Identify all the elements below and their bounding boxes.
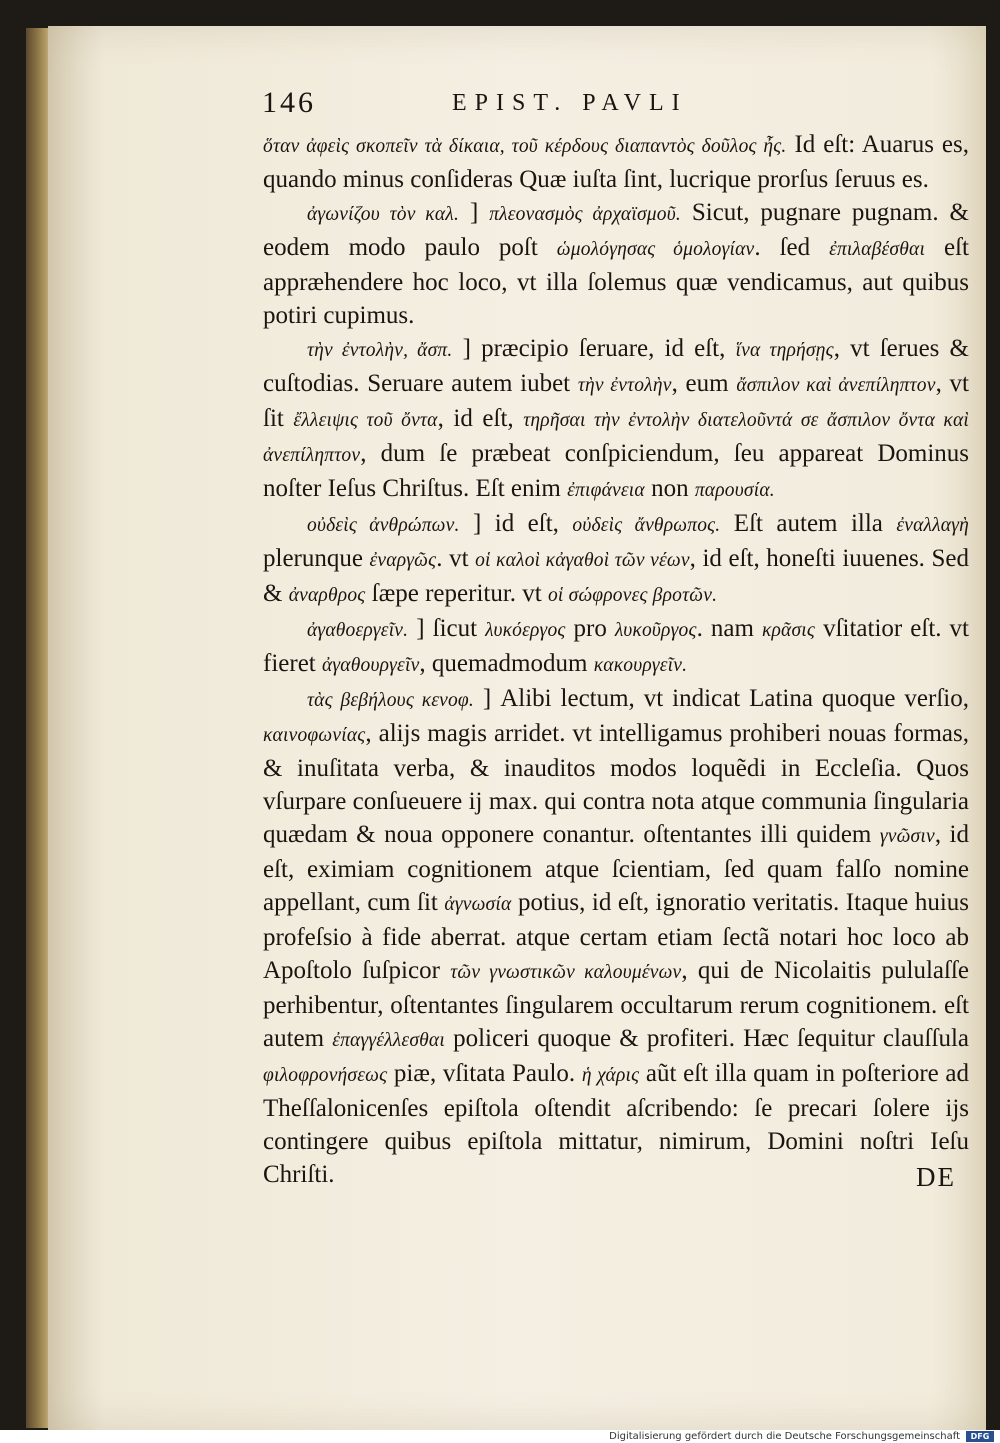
greek-phrase: καινοφωνίας: [263, 725, 366, 746]
greek-phrase: τηρῆσαι τὴν ἐντολὴν διατελοῦντά σε ἄσπιλον ὄντα καὶ ἀνεπίληπτον: [263, 410, 970, 466]
running-title: EPIST. PAVLI: [452, 90, 688, 116]
body-text: [263, 128, 969, 1191]
greek-phrase: λυκοῦργος: [614, 620, 697, 641]
latin-text: . ſed: [754, 234, 830, 261]
greek-phrase: ἀγωνίζου τὸν καλ.: [307, 204, 460, 225]
greek-phrase: ἐπαγγέλλεσθαι: [332, 1030, 445, 1051]
latin-text: aũt eſt illa quam in poſteriore ad Theſſalonicenſes epiſtola oſtendit aſcribendo: ſe precari ſolere ijs contingere quibus epiſtola mittatur, nimirum, Domini noſtri Ieſu Chriſti.: [263, 1060, 970, 1188]
catchword: DE: [916, 1162, 956, 1192]
greek-phrase: οἱ σώφρονες βροτῶν.: [547, 585, 718, 606]
latin-text: non: [644, 475, 695, 502]
latin-text: , alijs magis arridet. vt intelligamus prohiberi nouas formas, & inuſitata verba, & inauditos modos loquẽdi in Eccleſia. Quos vſurpare conſueuere ij max. qui contra nota atque communia ſingularia quædam & noua opponere conantur. oſtentantes illi quidem: [263, 720, 969, 848]
greek-phrase: οἱ καλοὶ κἀγαθοὶ τῶν νέων: [475, 550, 690, 571]
latin-text: , quemadmodum: [419, 650, 594, 677]
footer-credit: Digitalisierung gefördert durch die Deutsche Forschungsgemeinschaft: [609, 1431, 960, 1442]
greek-phrase: ἐπιλαβέσθαι: [829, 239, 926, 260]
greek-phrase: κρᾶσις: [761, 620, 816, 641]
latin-text: , id eſt, honeſti iuuenes. Sed &: [263, 545, 970, 607]
greek-phrase: ἀναρθρος: [288, 585, 366, 606]
latin-text: ] Alibi lectum, vt indicat Latina quoque verſio,: [474, 685, 969, 712]
greek-phrase: ἵνα τηρήσῃς: [735, 340, 834, 361]
greek-phrase: ἡ χάρις: [581, 1065, 640, 1086]
latin-text: , eum: [671, 370, 737, 397]
latin-text: piæ, vſitata Paulo.: [387, 1060, 582, 1087]
greek-phrase: ἐπιφάνεια: [567, 480, 645, 501]
greek-phrase: ὡμολόγησας ὁμολογίαν: [556, 239, 755, 260]
page-header: [262, 86, 967, 126]
greek-phrase: τὰς βεβήλους κενοφ.: [307, 690, 474, 711]
latin-text: ] ſicut: [408, 615, 486, 642]
dfg-logo: DFG: [966, 1431, 994, 1442]
greek-phrase: ἀγνωσία: [444, 894, 512, 915]
latin-text: ſæpe reperitur. vt: [365, 580, 548, 607]
latin-text: ] id eſt,: [459, 510, 573, 537]
latin-text: . nam: [696, 615, 762, 642]
paragraph: [263, 507, 969, 612]
latin-text: , qui de Nicolaitis pululaſſe perhibentur, oſtentantes ſingularem occultarum rerum cognitionem. eſt autem: [263, 957, 969, 1052]
latin-text: pro: [565, 615, 615, 642]
greek-phrase: ἔλλειψις τοῦ ὄντα: [293, 410, 438, 431]
latin-text: Id eſt: Auarus es, quando minus conſideras Quæ iuſta ſint, lucrique prorſus ſeruus es.: [263, 131, 969, 193]
latin-text: ]: [459, 199, 490, 226]
greek-phrase: ἄσπιλον καὶ ἀνεπίληπτον: [736, 375, 936, 396]
greek-phrase: φιλοφρονήσεως: [263, 1065, 388, 1086]
latin-text: plerunque: [263, 545, 370, 572]
paragraph: [263, 682, 969, 1191]
latin-text: eſt appræhendere hoc loco, vt illa ſolemus quæ vendicamus, aut quibus potiri cupimus.: [263, 234, 969, 329]
greek-phrase: ἀγαθουργεῖν: [321, 655, 420, 676]
greek-phrase: γνῶσιν: [879, 826, 935, 847]
latin-text: , vt ſit: [263, 370, 969, 432]
latin-text: , id eſt, eximiam cognitionem atque ſcientiam, ſed quam falſo nomine appellant, cum ſit: [263, 821, 969, 916]
paragraph: [263, 128, 969, 196]
paragraph: [263, 332, 969, 507]
greek-phrase: οὐδεὶς ἀνθρώπων.: [307, 515, 460, 536]
latin-text: vſitatior eſt. vt fieret: [263, 615, 969, 677]
greek-phrase: πλεονασμὸς ἀρχαϊσμοῦ.: [489, 204, 681, 225]
greek-phrase: τὴν ἐντολὴν: [577, 375, 672, 396]
latin-text: ] præcipio ſeruare, id eſt,: [452, 335, 736, 362]
latin-text: potius, id eſt, ignoratio veritatis. Itaque huius profeſsio à fide aberrat. atque certam etiam ſectã notari hoc loco ab Apoſtolo ſuſpicor: [263, 889, 969, 984]
greek-phrase: ἐναλλαγὴ: [896, 515, 969, 536]
latin-text: , vt ſerues & cuſtodias. Seruare autem iubet: [263, 335, 969, 397]
greek-phrase: κακουργεῖν.: [593, 655, 688, 676]
paragraph: [263, 612, 969, 682]
greek-phrase: ἀγαθοεργεῖν.: [307, 620, 409, 641]
greek-phrase: παρουσία.: [694, 480, 775, 501]
latin-text: . vt: [436, 545, 476, 572]
greek-phrase: τὴν ἐντολὴν, ἄσπ.: [307, 340, 453, 361]
greek-phrase: ἐναργῶς: [369, 550, 437, 571]
paragraph: [263, 196, 969, 332]
latin-text: Sicut, pugnare pugnam. & eodem modo paulo poſt: [263, 199, 969, 261]
greek-phrase: ὅταν ἀφεὶς σκοπεῖν τὰ δίκαια, τοῦ κέρδους διαπαντὸς δοῦλος ἦς.: [263, 136, 787, 157]
greek-phrase: λυκόεργος: [485, 620, 566, 641]
latin-text: Eſt autem illa: [720, 510, 897, 537]
page-number: 146: [262, 86, 316, 119]
latin-text: , id eſt,: [437, 405, 524, 432]
greek-phrase: οὐδεὶς ἄνθρωπος.: [572, 515, 721, 536]
greek-phrase: τῶν γνωστικῶν καλουμένων: [450, 962, 682, 983]
latin-text: policeri quoque & profiteri. Hæc ſequitur clauſſula: [444, 1025, 969, 1052]
latin-text: , dum ſe præbeat conſpiciendum, ſeu appareat Dominus noſter Ieſus Chriſtus. Eſt enim: [263, 440, 969, 502]
